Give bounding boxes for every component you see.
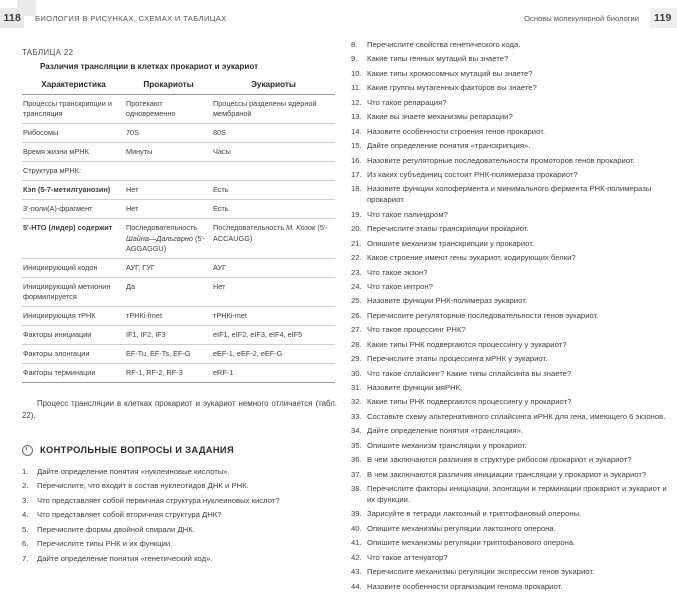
question-item — [351, 311, 669, 322]
table-cell: тРНКi-fmet — [125, 306, 212, 325]
questions-list-left — [22, 467, 337, 565]
question-text: Назовите регуляторные последовательности промоторов генов прокариот. — [367, 155, 635, 165]
question-text: Какие типы РНК подвергаются процессингу у прокариот? — [367, 397, 572, 407]
question-number: 39. — [351, 509, 362, 519]
table-row — [22, 364, 335, 383]
question-text: В чем заключаются различия в структуре рибосом прокариот и эукариот? — [367, 455, 632, 465]
table-cell: Нет — [125, 200, 212, 219]
question-text: Перечислите типы РНК и их функции. — [37, 539, 173, 549]
question-text: Назовите функции холофермента и минимального фермента РНК-полимеразы прокариот. — [367, 184, 652, 205]
question-number: 28. — [351, 339, 362, 349]
question-item — [351, 524, 669, 535]
question-number: 14. — [351, 126, 362, 136]
question-number: 22. — [351, 253, 362, 263]
table-cell: Время жизни мРНК — [22, 143, 125, 162]
left-column — [22, 48, 337, 568]
table-row — [22, 277, 335, 306]
question-item — [351, 83, 669, 94]
question-number: 19. — [351, 209, 362, 219]
question-text: Что представляет собой первичная структура нуклеиновых кислот? — [37, 495, 280, 505]
question-item — [22, 525, 337, 536]
question-text: Зарисуйте в тетради лактозный и триптофановый опероны. — [367, 509, 582, 519]
question-item — [351, 567, 669, 578]
question-item — [351, 383, 669, 394]
question-text: Перечислите механизмы регуляции экспрессии генов эукариот. — [367, 567, 595, 577]
question-number: 13. — [351, 112, 362, 122]
question-text: Что такое интрон? — [367, 281, 433, 291]
question-item — [351, 455, 669, 466]
question-item — [22, 481, 337, 492]
question-text: Дайте определение понятия «нуклеиновые кислоты». — [37, 466, 230, 476]
question-number: 16. — [351, 155, 362, 165]
question-text: Опишите механизмы регуляции триптофанового оперона. — [367, 538, 576, 548]
question-text: Назовите функции РНК-полимераз эукариот. — [367, 296, 528, 306]
question-text: Что представляет собой вторичная структура ДНК? — [37, 510, 222, 520]
question-item — [351, 484, 669, 506]
table-cell: Инициирующий метионин формилируется — [22, 277, 125, 306]
question-item — [351, 98, 669, 109]
question-text: Перечислите, что входит в состав нуклеотидов ДНК и РНК. — [37, 481, 249, 491]
question-number: 23. — [351, 267, 362, 277]
question-item — [351, 369, 669, 380]
table-cell: eIF1, eIF2, eIF3, eIF4, eIF5 — [212, 325, 335, 344]
question-item — [351, 239, 669, 250]
question-item — [351, 69, 669, 80]
question-text: Что такое репарация? — [367, 97, 447, 107]
table-cell: Процессы разделены ядерной мембраной — [212, 95, 335, 124]
table-cell: eRF-1 — [212, 364, 335, 383]
question-item — [351, 141, 669, 152]
question-item — [351, 156, 669, 167]
question-number: 20. — [351, 224, 362, 234]
question-number: 32. — [351, 397, 362, 407]
table-cell: Факторы элонгации — [22, 344, 125, 363]
table-row — [22, 344, 335, 363]
question-text: Что такое палиндром? — [367, 209, 448, 219]
question-number: 42. — [351, 552, 362, 562]
running-title-left: БИОЛОГИЯ В РИСУНКАХ, СХЕМАХ И ТАБЛИЦАХ — [35, 13, 227, 23]
question-item — [351, 325, 669, 336]
question-number: 31. — [351, 383, 362, 392]
running-head-left — [0, 8, 340, 28]
question-text: Что такое аттенуатор? — [367, 552, 448, 562]
question-number: 25. — [351, 296, 362, 306]
question-number: 35. — [351, 440, 362, 450]
question-item — [22, 467, 337, 478]
question-text: Дайте определение понятия «трансляция». — [367, 426, 523, 436]
column-header-eukaryotes: Эукариоты — [212, 76, 335, 95]
table-cell: Последовательность Шайна—Дальгарно (5'-AGGAGGU) — [125, 219, 212, 258]
section-title: КОНТРОЛЬНЫЕ ВОПРОСЫ И ЗАДАНИЯ — [40, 445, 234, 456]
question-item — [351, 582, 669, 593]
table-cell: АУГ — [212, 258, 335, 277]
question-number: 27. — [351, 325, 362, 335]
question-number: 8. — [351, 40, 358, 49]
table-row — [22, 181, 335, 200]
question-item — [351, 354, 669, 365]
table-cell: Инициирующий кодон — [22, 258, 125, 277]
section-heading — [22, 445, 337, 456]
question-item — [351, 54, 669, 65]
table-cell: Факторы терминации — [22, 364, 125, 383]
question-number: 44. — [351, 581, 362, 591]
question-item — [22, 496, 337, 507]
question-number: 12. — [351, 97, 362, 107]
table-cell: IF1, IF2, IF3 — [125, 325, 212, 344]
question-text: Перечислите этапы транскрипции прокариот. — [367, 224, 529, 234]
table-row — [22, 124, 335, 143]
table-cell: Нет — [125, 181, 212, 200]
running-head-right — [524, 8, 677, 28]
table-cell: 5'-НТО (лидер) содержит — [22, 219, 125, 258]
table-cell-subheading: Структура мРНК: — [22, 162, 335, 181]
question-text: Опишите механизм трансляции у прокариот. — [367, 440, 527, 450]
questions-list-right — [351, 40, 669, 593]
question-number: 24. — [351, 281, 362, 291]
table-cell: Протекают одновременно — [125, 95, 212, 124]
table-cell: Процессы транскрипции и трансляция — [22, 95, 125, 124]
question-item — [351, 224, 669, 235]
question-item — [351, 170, 669, 181]
question-item — [22, 510, 337, 521]
question-number: 1. — [22, 466, 29, 476]
question-number: 2. — [22, 481, 29, 491]
question-number: 36. — [351, 455, 362, 465]
table-row — [22, 200, 335, 219]
table-cell: eEF-1, eEF-2, eEF-G — [212, 344, 335, 363]
question-text: Перечислите свойства генетического кода. — [367, 40, 521, 49]
question-number: 6. — [22, 539, 29, 549]
question-number: 41. — [351, 538, 362, 548]
column-header-characteristic: Характеристика — [22, 76, 125, 95]
table-cell: Минуты — [125, 143, 212, 162]
question-item — [22, 554, 337, 565]
question-item — [351, 184, 669, 206]
right-column — [351, 40, 669, 596]
table-cell: Кэп (5-7-метилгуанозин) — [22, 181, 125, 200]
question-number: 5. — [22, 524, 29, 534]
question-text: Какие группы мутагенных факторов вы знаете? — [367, 83, 537, 93]
question-item — [351, 112, 669, 123]
question-number: 26. — [351, 310, 362, 320]
question-number: 4. — [22, 510, 29, 520]
question-number: 7. — [22, 553, 29, 563]
table-row — [22, 258, 335, 277]
table-header-row — [22, 76, 335, 95]
question-item — [351, 127, 669, 138]
question-text: Составьте схему альтернативного сплайсинга иРНК для гена, имеющего 6 экзонов. — [367, 411, 666, 421]
question-item — [22, 539, 337, 550]
question-text: Какие вы знаете механизмы репарации? — [367, 112, 513, 122]
table-label: ТАБЛИЦА 22 — [22, 48, 74, 57]
question-text: Назовите особенности организации генома прокариот. — [367, 581, 563, 591]
table-cell: тРНКi-met — [212, 306, 335, 325]
question-number: 29. — [351, 354, 362, 364]
table-cell: Последовательность М. Козок (5'-ACCAUGG) — [212, 219, 335, 258]
column-header-prokaryotes: Прокариоты — [125, 76, 212, 95]
table-cell: Да — [125, 277, 212, 306]
question-item — [351, 441, 669, 452]
table-row — [22, 325, 335, 344]
question-item — [351, 412, 669, 423]
table-row — [22, 306, 335, 325]
question-item — [351, 553, 669, 564]
question-number: 17. — [351, 169, 362, 179]
running-title-right: Основы молекулярной биологии — [524, 13, 639, 23]
question-text: Что такое сплайсинг? Какие типы сплайсинга вы знаете? — [367, 368, 572, 378]
page-number-right: 119 — [654, 12, 672, 24]
table-cell: Факторы инициации — [22, 325, 125, 344]
question-text: Какие типы хромосомных мутаций вы знаете? — [367, 68, 533, 78]
question-number: 37. — [351, 469, 362, 479]
question-number: 34. — [351, 426, 362, 436]
question-item — [351, 253, 669, 264]
question-item — [351, 426, 669, 437]
question-number: 40. — [351, 523, 362, 533]
question-item — [351, 210, 669, 221]
question-number: 11. — [351, 83, 362, 93]
table-cell: 80S — [212, 124, 335, 143]
question-number: 30. — [351, 368, 362, 378]
question-item — [351, 397, 669, 408]
question-text: Дайте определение понятия «генетический код». — [37, 553, 213, 563]
question-number: 21. — [351, 238, 362, 248]
question-number: 3. — [22, 495, 29, 505]
body-paragraph: Процесс трансляции в клетках прокариот и эукариот немного отличается (табл. 22). — [22, 399, 337, 421]
question-text: Назовите особенности строения генов прокариот. — [367, 126, 545, 136]
table-cell: Есть — [212, 181, 335, 200]
question-text: В чем заключаются различия инициации трансляции у прокариот и эукариот? — [367, 469, 647, 479]
question-text: Опишите механизм транскрипции у прокариот. — [367, 238, 535, 248]
page-number-left: 118 — [3, 12, 21, 24]
question-item — [351, 40, 669, 51]
question-text: Перечислите формы двойной спирали ДНК. — [37, 524, 195, 534]
table-cell: RF-1, RF-2, RF-3 — [125, 364, 212, 383]
table-cell: Есть — [212, 200, 335, 219]
question-item — [351, 340, 669, 351]
question-item — [351, 268, 669, 279]
question-text: Дайте определение понятия «транскрипция». — [367, 141, 531, 151]
question-text: Что такое экзон? — [367, 267, 428, 277]
table-row — [22, 219, 335, 258]
question-number: 9. — [351, 54, 358, 64]
table-row — [22, 95, 335, 124]
question-item — [351, 509, 669, 520]
question-text: Назовите функции мяРНК. — [367, 383, 463, 392]
question-number: 38. — [351, 484, 362, 494]
question-text: Перечислите регуляторные последовательности генов эукариот. — [367, 310, 599, 320]
question-item — [351, 296, 669, 307]
question-text: Перечислите факторы инициации, элонгации и терминации прокариот и эукариот и их функции. — [367, 484, 667, 504]
comparison-table — [22, 76, 335, 383]
table-row — [22, 143, 335, 162]
table-caption: Различия трансляции в клетках прокариот и эукариот — [40, 62, 259, 71]
folio-box-right — [650, 8, 677, 28]
question-number: 33. — [351, 411, 362, 421]
table-row — [22, 162, 335, 181]
table-body — [22, 95, 335, 383]
question-text: Какие типы генных мутаций вы знаете? — [367, 54, 509, 64]
question-text: Что такое процессинг РНК? — [367, 325, 466, 335]
question-text: Перечислите этапы процессинга мРНК у эукариот. — [367, 354, 548, 364]
table-cell: Часы — [212, 143, 335, 162]
question-number: 43. — [351, 567, 362, 577]
question-text: Какое строение имеют гены эукариот, кодирующих белки? — [367, 253, 576, 263]
question-number: 15. — [351, 141, 362, 151]
question-circle-icon — [22, 445, 33, 456]
question-number: 10. — [351, 68, 362, 78]
table-cell: Рибосомы — [22, 124, 125, 143]
question-item — [351, 282, 669, 293]
table-cell: EF-Tu, EF-Ts, EF-G — [125, 344, 212, 363]
table-cell: Нет — [212, 277, 335, 306]
table-cell: 3'-поли(А)-фрагмент — [22, 200, 125, 219]
question-text: Из каких субъединиц состоит РНК-полимераза прокариот? — [367, 169, 578, 179]
question-text: Опишите механизмы регуляции лактозного оперона. — [367, 523, 556, 533]
folio-box-left — [0, 8, 24, 28]
table-cell: 70S — [125, 124, 212, 143]
question-number: 18. — [351, 184, 362, 194]
question-text: Какие типы РНК подвергаются процессингу у эукариот? — [367, 339, 567, 349]
table-cell: Инициирующая тРНК — [22, 306, 125, 325]
question-item — [351, 470, 669, 481]
table-cell: АУГ, ГУГ — [125, 258, 212, 277]
